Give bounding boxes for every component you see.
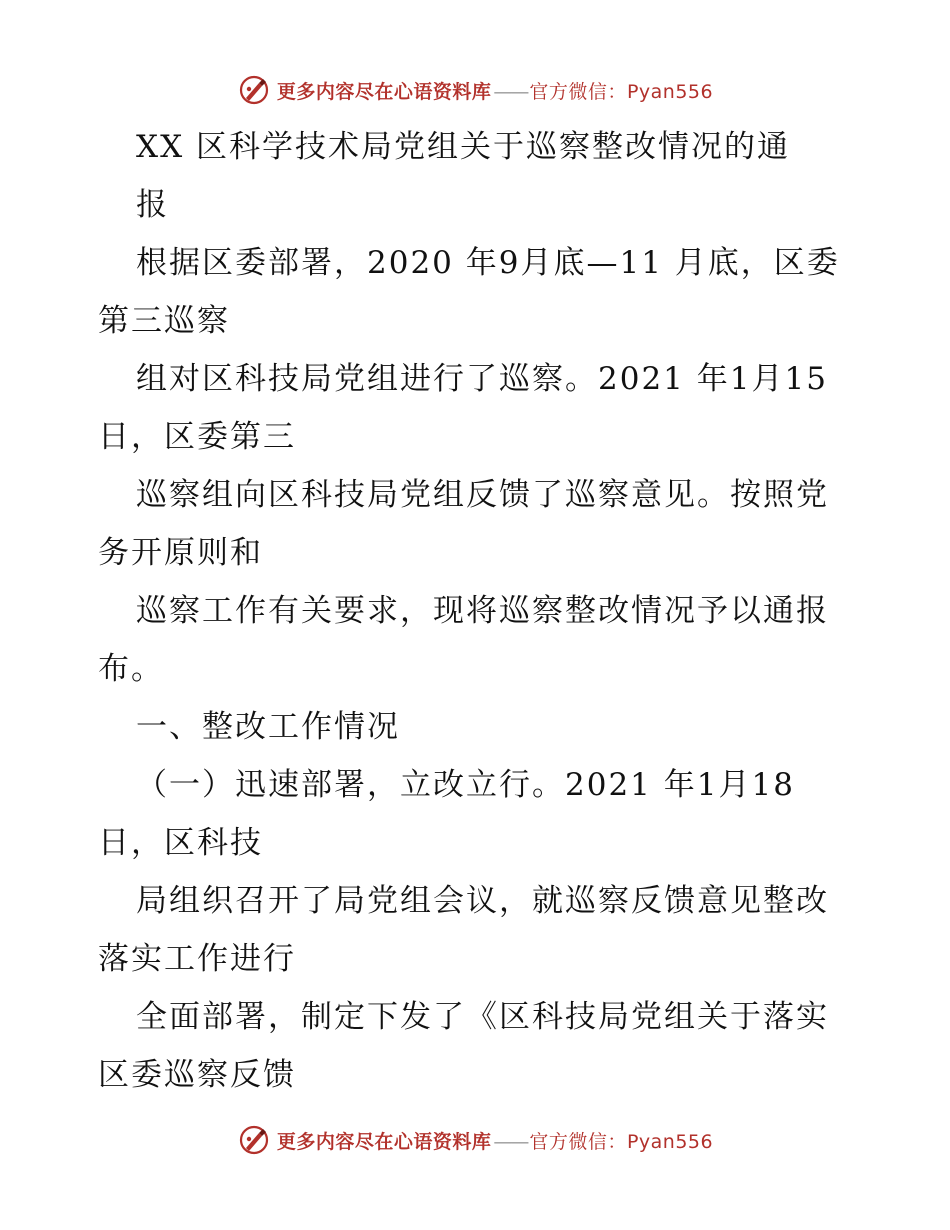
paragraph-line: 落实工作进行	[98, 941, 296, 977]
watermark-wechat-id: Pyan556	[626, 80, 714, 103]
watermark-brand: 更多内容尽在心语资料库	[276, 1130, 492, 1153]
paragraph-line: 务开原则和	[98, 535, 263, 571]
watermark-wechat-label: 官方微信：	[529, 1130, 627, 1153]
paragraph-line: 日，区科技	[98, 825, 263, 861]
pen-seal-icon	[237, 73, 271, 107]
paragraph-line: 全面部署，制定下发了《区科技局党组关于落实	[136, 999, 829, 1035]
paragraph-line: 巡察组向区科技局党组反馈了巡察意见。按照党	[136, 477, 829, 513]
paragraph-line: 根据区委部署，2020 年9月底—11 月底，区委	[136, 245, 840, 281]
watermark-text	[277, 1127, 713, 1154]
paragraph-line: 巡察工作有关要求，现将巡察整改情况予以通报	[136, 593, 829, 629]
paragraph-line: 日，区委第三	[98, 419, 296, 455]
watermark-wechat-id: Pyan556	[626, 1130, 714, 1153]
document-title-continued: 报	[136, 187, 169, 223]
pen-seal-icon	[237, 1123, 271, 1157]
header-watermark-banner	[0, 70, 950, 110]
watermark-separator: ——	[493, 80, 528, 103]
document-title: XX 区科学技术局党组关于巡察整改情况的通	[136, 129, 790, 165]
document-body	[98, 118, 858, 1104]
watermark-brand: 更多内容尽在心语资料库	[276, 80, 492, 103]
paragraph-line: 组对区科技局党组进行了巡察。2021 年1月15	[136, 361, 828, 397]
watermark-separator: ——	[493, 1130, 528, 1153]
watermark-text	[277, 77, 713, 104]
footer-watermark-banner	[0, 1120, 950, 1160]
subsection-heading-line: （一）迅速部署，立改立行。2021 年1月18	[136, 767, 795, 803]
section-heading: 一、整改工作情况	[136, 709, 400, 745]
paragraph-line: 局组织召开了局党组会议，就巡察反馈意见整改	[136, 883, 829, 919]
paragraph-line: 第三巡察	[98, 303, 230, 339]
paragraph-line: 区委巡察反馈	[98, 1057, 296, 1093]
paragraph-line: 布。	[98, 651, 164, 687]
watermark-wechat-label: 官方微信：	[529, 80, 627, 103]
